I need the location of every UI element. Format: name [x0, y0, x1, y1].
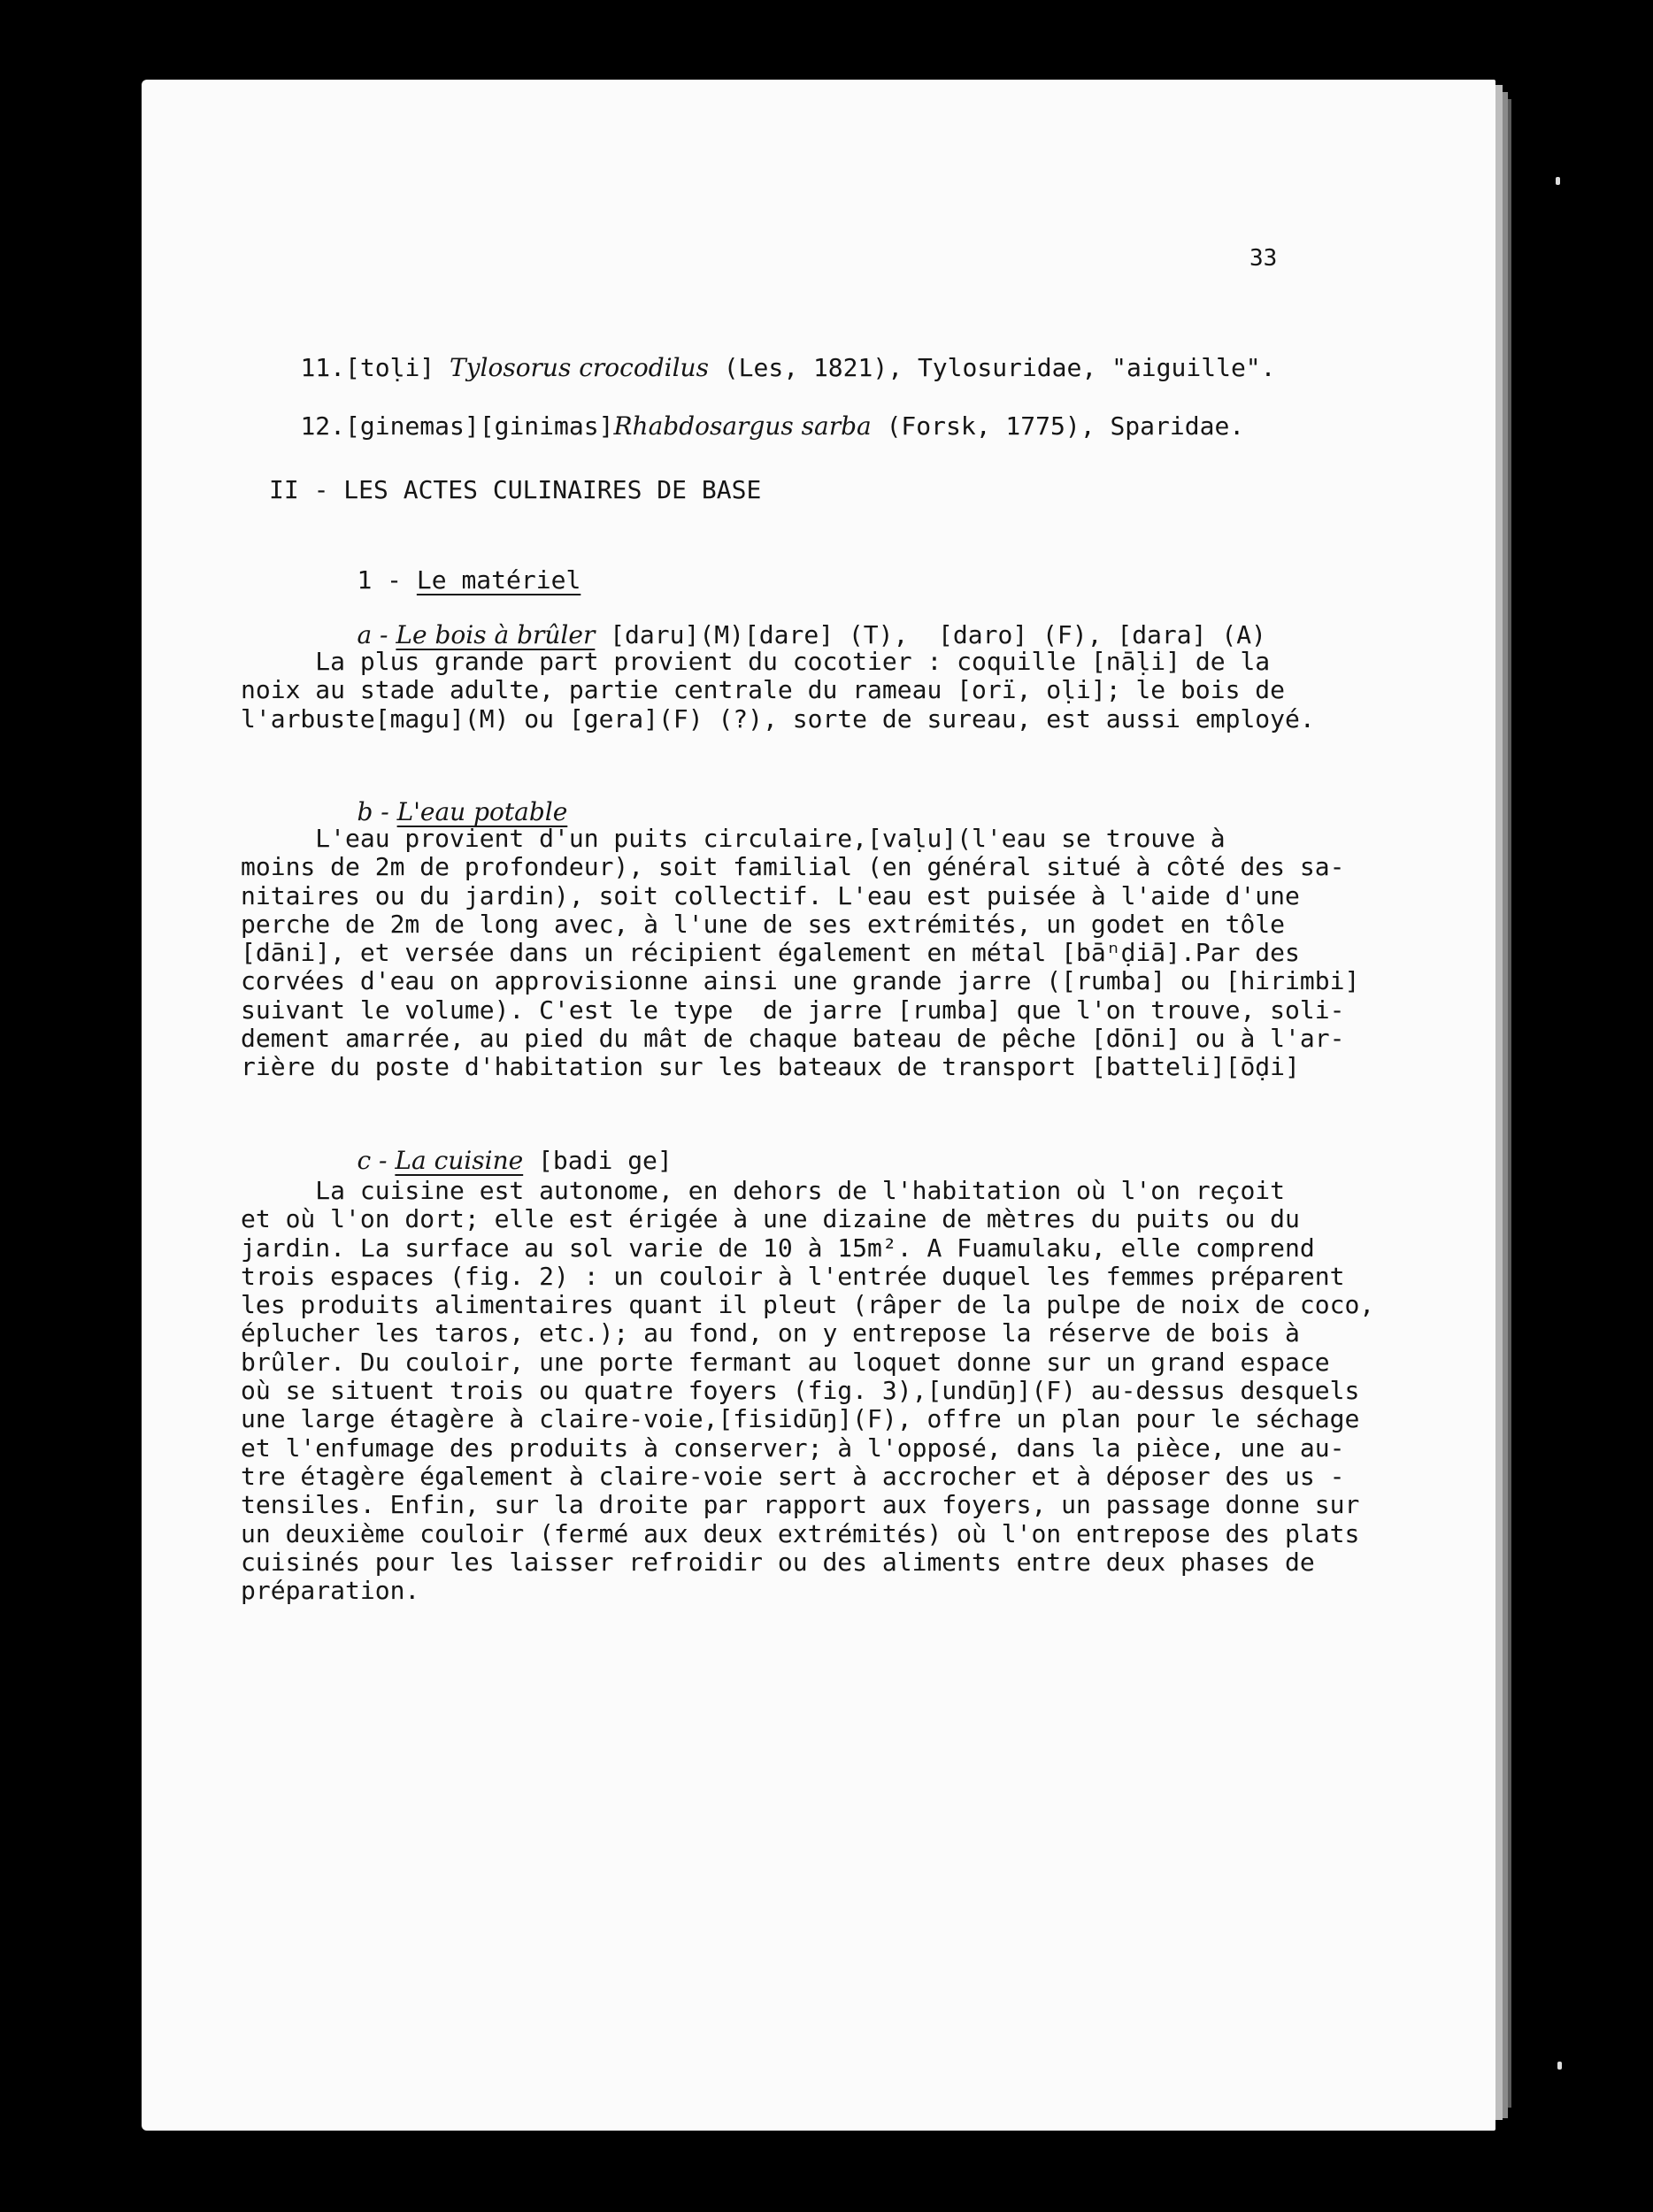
subsection-title: L'eau potable: [396, 797, 568, 826]
edge-mark: [1556, 177, 1560, 185]
text-line: noix au stade adulte, partie centrale du rameau [orï, oḷi]; le bois de: [241, 675, 1286, 705]
item-prefix: 12.[ginemas][ginimas]: [300, 411, 614, 441]
text-line: où se situent trois ou quatre foyers (fig. 3),[undūŋ](F) au-dessus desquels: [241, 1376, 1360, 1406]
subsection-terms: [badi ge]: [523, 1146, 673, 1175]
list-item-12: [241, 384, 1244, 469]
text-line: cuisinés pour les laisser refroidir ou des aliments entre deux phases de: [241, 1547, 1315, 1577]
subsection-letter: b -: [357, 797, 397, 826]
text-line: rière du poste d'habitation sur les bateaux de transport [batteli][ōḍi]: [241, 1052, 1300, 1082]
text-line: trois espaces (fig. 2) : un couloir à l'entrée duquel les femmes préparent: [241, 1261, 1345, 1291]
section-heading: II - LES ACTES CULINAIRES DE BASE: [269, 475, 762, 504]
subsection-letter: c -: [357, 1146, 396, 1175]
text-line: un deuxième couloir (fermé aux deux extrémités) où l'on entrepose des plats: [241, 1518, 1360, 1548]
text-line: dement amarrée, au pied du mât de chaque bateau de pêche [dōni] ou à l'ar-: [241, 1024, 1345, 1054]
text-line: l'arbuste[magu](M) ou [gera](F) (?), sorte de sureau, est aussi employé.: [241, 703, 1315, 733]
page-stack-edge: [1508, 99, 1511, 2108]
text-line: et l'enfumage des produits à conserver; à l'opposé, dans la pièce, une au-: [241, 1432, 1345, 1463]
edge-mark: [1557, 2062, 1562, 2070]
text-line: jardin. La surface au sol varie de 10 à 15m². A Fuamulaku, elle comprend: [241, 1233, 1315, 1263]
text-line: brûler. Du couloir, une porte fermant au loquet donne sur un grand espace: [241, 1347, 1330, 1377]
subsection-letter: a -: [357, 620, 396, 649]
paragraph-eau: [241, 825, 1359, 1082]
text-line: tensiles. Enfin, sur la droite par rapport aux foyers, un passage donne sur: [241, 1490, 1360, 1520]
species-name: Tylosorus crocodilus: [450, 353, 709, 382]
text-line: tre étagère également à claire-voie sert à accrocher et à déposer des us -: [241, 1461, 1345, 1491]
text-line: une large étagère à claire-voie,[fisidūŋ](F), offre un plan pour le séchage: [241, 1404, 1360, 1434]
text-line: moins de 2m de profondeur), soit familial (en général situé à côté des sa-: [241, 852, 1345, 882]
text-line: perche de 2m de long avec, à l'une de ses extrémités, un godet en tôle: [241, 909, 1286, 939]
paragraph-bois: [241, 648, 1315, 733]
subsection-number: 1 -: [357, 565, 417, 595]
subsection-title: La cuisine: [395, 1146, 524, 1175]
text-line: L'eau provient d'un puits circulaire,[vaḷu](l'eau se trouve à: [241, 824, 1226, 853]
species-name: Rhabdosargus sarba: [613, 411, 872, 441]
text-line: les produits alimentaires quant il pleut (râper de la pulpe de noix de coco,: [241, 1290, 1375, 1320]
page-stack-edge: [1495, 85, 1503, 2120]
text-line: préparation.: [241, 1576, 420, 1606]
text-line: [dāni], et versée dans un récipient également en métal [bāⁿḍiā].Par des: [241, 938, 1300, 968]
page-number: 33: [1249, 245, 1278, 272]
item-rest: (Les, 1821), Tylosuridae, "aiguille".: [708, 353, 1276, 382]
subsection-title: Le bois à brûler: [396, 620, 596, 649]
document-page: [142, 80, 1495, 2131]
paragraph-cuisine: [241, 1177, 1374, 1605]
item-rest: (Forsk, 1775), Sparidae.: [871, 411, 1245, 441]
item-prefix: 11.[toḷi]: [300, 353, 450, 382]
text-line: et où l'on dort; elle est érigée à une dizaine de mètres du puits ou du: [241, 1204, 1300, 1234]
text-line: nitaires ou du jardin), soit collectif. L'eau est puisée à l'aide d'une: [241, 880, 1300, 910]
subsection-title: Le matériel: [416, 565, 581, 595]
text-line: éplucher les taros, etc.); au fond, on y entrepose la réserve de bois à: [241, 1318, 1300, 1348]
text-line: corvées d'eau on approvisionne ainsi une grande jarre ([rumba] ou [hirimbi]: [241, 966, 1360, 996]
text-line: La plus grande part provient du cocotier : coquille [nāḷi] de la: [241, 647, 1271, 676]
text-line: suivant le volume). C'est le type de jarre [rumba] que l'on trouve, soli-: [241, 995, 1345, 1025]
subsection-terms: [daru](M)[dare] (T), [daro] (F), [dara] (A): [595, 620, 1266, 649]
text-line: La cuisine est autonome, en dehors de l'habitation où l'on reçoit: [241, 1176, 1286, 1205]
